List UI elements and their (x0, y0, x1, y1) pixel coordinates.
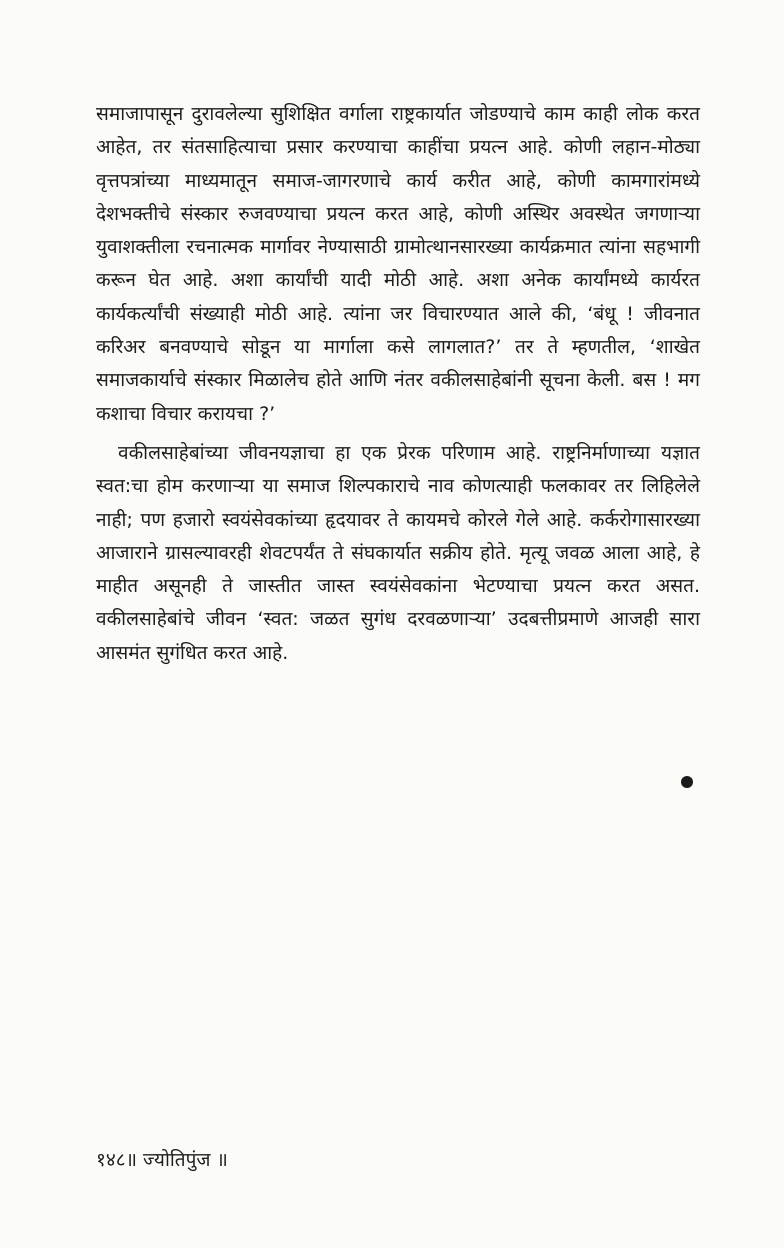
body-text (96, 98, 700, 670)
paragraph-1: समाजापासून दुरावलेल्या सुशिक्षित वर्गाला राष्ट्रकार्यात जोडण्याचे काम काही लोक करत आहेत, तर संतसाहित्याचा प्रसार करण्याचा काहींचा प्रयत्न आहे. कोणी लहान-मोठ्या वृत्तपत्रांच्या माध्यमातून समाज-जागरणाचे कार्य करीत आहे, कोणी कामगारांमध्ये देशभक्तीचे संस्कार रुजवण्याचा प्रयत्न करत आहे, कोणी अस्थिर अवस्थेत जगणाऱ्या युवाशक्तीला रचनात्मक मार्गावर नेण्यासाठी ग्रामोत्थानसारख्या कार्यक्रमात त्यांना सहभागी करून घेत आहे. अशा कार्यांची यादी मोठी आहे. अशा अनेक कार्यांमध्ये कार्यरत कार्यकर्त्यांची संख्याही मोठी आहे. त्यांना जर विचारण्यात आले की, ‘बंधू ! जीवनात करिअर बनवण्याचे सोडून या मार्गाला कसे लागलात?’ तर ते म्हणतील, ‘शाखेत समाजकार्याचे संस्कार मिळालेच होते आणि नंतर वकीलसाहेबांनी सूचना केली. बस ! मग कशाचा विचार करायचा ?’ (96, 103, 700, 425)
end-bullet-icon (681, 776, 693, 788)
page-folio: १४८॥ ज्योतिपुंज ॥ (96, 1149, 228, 1171)
paragraph-2: वकीलसाहेबांच्या जीवनयज्ञाचा हा एक प्रेरक परिणाम आहे. राष्ट्रनिर्माणाच्या यज्ञात स्वत:चा होम करणाऱ्या या समाज शिल्पकाराचे नाव कोणत्याही फलकावर तर लिहिलेले नाही; पण हजारो स्वयंसेवकांच्या हृदयावर ते कायमचे कोरले गेले आहे. कर्करोगासारख्या आजाराने ग्रासल्यावरही शेवटपर्यंत ते संघकार्यात सक्रीय होते. मृत्यू जवळ आला आहे, हे माहीत असूनही ते जास्तीत जास्त स्वयंसेवकांना भेटण्याचा प्रयत्न करत असत. वकीलसाहेबांचे जीवन ‘स्वत: जळत सुगंध दरवळणाऱ्या’ उदबत्तीप्रमाणे आजही सारा आसमंत सुगंधित करत आहे. (96, 441, 700, 664)
